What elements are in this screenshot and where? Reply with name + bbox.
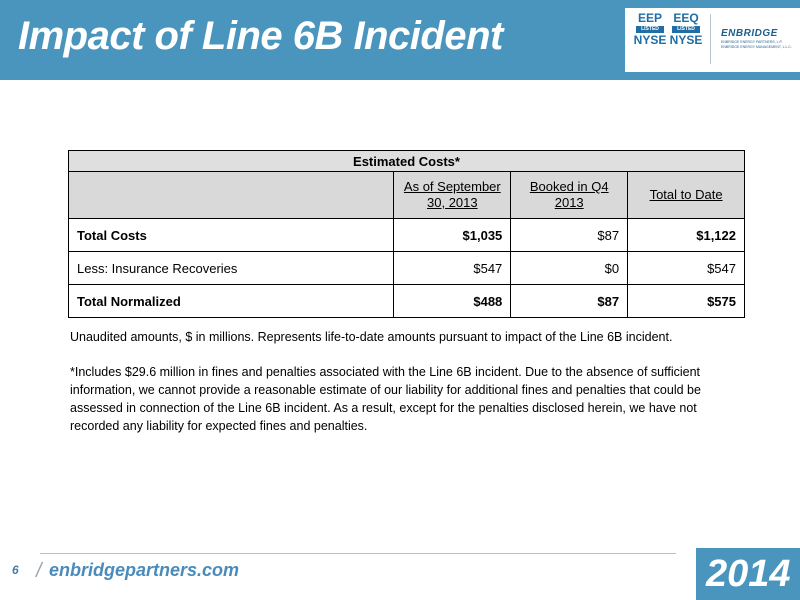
- footer-url[interactable]: enbridgepartners.com: [49, 560, 240, 580]
- brand-name: ENBRIDGE: [721, 28, 778, 39]
- table-row: [69, 219, 745, 252]
- cell-value: $547: [394, 252, 511, 285]
- header-bar: [0, 0, 800, 80]
- year-text: 2014: [706, 553, 791, 595]
- table-row: [69, 285, 745, 318]
- enbridge-logo: [721, 28, 799, 49]
- cell-value: $0: [511, 252, 628, 285]
- logo-divider: [710, 14, 711, 64]
- page-number: 6: [12, 563, 19, 577]
- cell-value: $1,035: [394, 219, 511, 252]
- column-header-empty: [69, 172, 394, 219]
- cell-value: $488: [394, 285, 511, 318]
- ticker-eep: [633, 12, 667, 47]
- ticker-exchange: NYSE: [633, 33, 667, 47]
- column-header: Booked in Q4 2013: [511, 172, 628, 219]
- brand-sub-partners: ENBRIDGE ENERGY PARTNERS, L.P.: [721, 40, 783, 44]
- ticker-symbol: EEQ: [673, 11, 699, 25]
- ticker-band: LISTED: [672, 26, 700, 33]
- row-label: Total Normalized: [69, 285, 394, 318]
- slide-title: Impact of Line 6B Incident: [18, 14, 503, 58]
- ticker-eeq: [669, 12, 703, 47]
- column-header-row: [69, 172, 745, 219]
- row-label: Less: Insurance Recoveries: [69, 252, 394, 285]
- footer-divider: [40, 553, 676, 554]
- footer-separator: /: [36, 560, 42, 582]
- ticker-exchange: NYSE: [669, 33, 703, 47]
- cell-value: $575: [628, 285, 745, 318]
- year-badge: [696, 548, 800, 600]
- ticker-band: LISTED: [636, 26, 664, 33]
- brand-sub-management: ENBRIDGE ENERGY MANAGEMENT, L.L.C.: [721, 45, 792, 49]
- cell-value: $87: [511, 285, 628, 318]
- unaudited-note: Unaudited amounts, $ in millions. Represents life-to-date amounts pursuant to impact of the Line 6B incident.: [70, 330, 673, 344]
- cell-value: $547: [628, 252, 745, 285]
- column-header: As of September 30, 2013: [394, 172, 511, 219]
- estimated-costs-table: [68, 150, 745, 318]
- cell-value: $87: [511, 219, 628, 252]
- ticker-symbol: EEP: [637, 11, 662, 25]
- cell-value: $1,122: [628, 219, 745, 252]
- table-title: Estimated Costs*: [69, 151, 745, 172]
- row-label: Total Costs: [69, 219, 394, 252]
- table-row: [69, 252, 745, 285]
- footnote: *Includes $29.6 million in fines and penalties associated with the Line 6B incident. Due to the absence of sufficient information, we cannot provide a reasonable estimate of our liability for additional fines and penalties that could be assessed in connection of the Line 6B incident. As a result, except for the penalties disclosed herein, we have not recorded any liability for expected fines and penalties.: [70, 365, 701, 433]
- logo-panel: [625, 8, 800, 72]
- column-header: Total to Date: [628, 172, 745, 219]
